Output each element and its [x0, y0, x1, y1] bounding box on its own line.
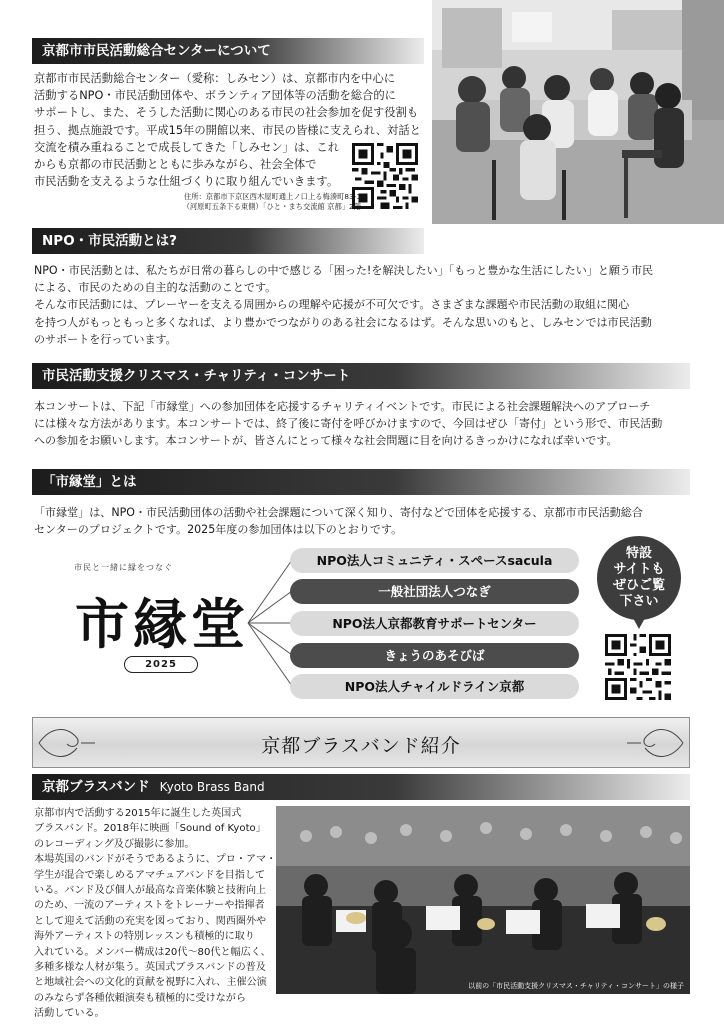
- brass-body-line: 多種多様な人材が集う。英国式ブラスバンドの普及: [34, 962, 266, 974]
- brass-body-line: 入れている。メンバー構成は20代〜80代と幅広く、: [34, 946, 271, 958]
- brass-body-line: 学生が混合で楽しめるアマチュアバンドを目指して: [34, 869, 266, 881]
- npo-body-line: による、市民のための自主的な活動のことです。: [34, 281, 277, 295]
- brass-body-line: のレコーディング及び撮影に参加。: [34, 838, 195, 850]
- org-item: NPO法人チャイルドライン京都: [290, 674, 579, 699]
- center-body-line: からも京都の市民活動とともに歩みながら、社会全体で: [34, 158, 317, 172]
- concert-body-line: への参加をお願いします。本コンサートが、皆さんにとって様々な社会問題に目を向けるきっかけになれば幸いです。: [34, 434, 618, 448]
- brass-body-line: 海外アーティストの特別レッスンも積極的に取り: [34, 931, 255, 943]
- center-heading: 京都市市民活動総合センターについて: [32, 38, 424, 64]
- ichiendo-logo: [58, 560, 266, 680]
- brass-body: [34, 806, 280, 1022]
- center-body-line: 活動するNPO・市民活動団体や、ボランティア団体等の活動を総合的に: [34, 89, 396, 103]
- brass-body-line: いる。バンド及び個人が最高な音楽体験と技術向上: [34, 885, 267, 897]
- ichiendo-qr-code[interactable]: [605, 634, 671, 700]
- center-body-line: 市民活動を支えるような仕組づくりに取り組んでいきます。: [34, 175, 339, 189]
- center-body-line: 交流を積み重ねることで成長してきた「しみセン」は、これ: [34, 140, 340, 154]
- center-body-line: サポートし、また、そうした活動に関心のある市民の社会参加を促す役割も: [34, 106, 419, 120]
- brass-photo-caption: 以前の「市民活動支援クリスマス・チャリティ・コンサート」の様子: [468, 982, 684, 990]
- badge-line: 下さい: [619, 594, 659, 609]
- ichiendo-body-line: センターのプロジェクトです。2025年度の参加団体は以下のとおりです。: [34, 523, 403, 537]
- brass-heading-en: Kyoto Brass Band: [159, 780, 265, 794]
- center-photo: [432, 0, 724, 224]
- npo-body-line: NPO・市民活動とは、私たちが日常の暮らしの中で感じる「困った!を解決したい」「もっと豊かな生活にしたい」と願う市民: [34, 264, 654, 277]
- concert-body-line: 本コンサートは、下記「市縁堂」への参加団体を応援するチャリティイベントです。市民による社会課題解決へのアプローチ: [34, 400, 651, 413]
- center-address-line: 住所：京都市下京区西木屋町通上ノ口上る梅湊町83-1: [183, 192, 361, 201]
- npo-body-line: を持つ人がもっともっと多くなれば、より豊かでつながりのある社会になるはず。そんな思いのもと、しみセンでは市民活動: [34, 315, 652, 329]
- badge-line: ぜひご覧: [612, 578, 665, 593]
- brass-body-line: のみならず各種依頼演奏も積極的に受けながら: [34, 992, 246, 1004]
- concert-heading: 市民活動支援クリスマス・チャリティ・コンサート: [32, 363, 690, 389]
- center-address-line: （河原町五条下る東側）「ひと・まち交流館 京都」2階: [182, 202, 361, 211]
- org-item: きょうのあそびば: [290, 643, 579, 668]
- badge-line: サイトも: [613, 562, 665, 577]
- org-item: NPO法人京都教育サポートセンター: [290, 611, 579, 636]
- logo-year: 2025: [124, 656, 198, 673]
- npo-body-line: のサポートを行っています。: [34, 332, 177, 346]
- logo-wordmark: 市縁堂: [75, 592, 249, 656]
- concert-body-line: には様々な方法があります。本コンサートでは、終了後に寄付を呼びかけますので、今回はぜひ「寄付」という形で、市民活動: [34, 417, 663, 431]
- org-item: NPO法人コミュニティ・スペースsacula: [290, 548, 579, 573]
- brass-body-line: として迎えて活動の充実を図っており、関西圏外や: [34, 915, 267, 927]
- brass-heading: [32, 774, 690, 800]
- brass-banner-title: 京都ブラスバンド紹介: [261, 735, 461, 757]
- brass-body-line: ブラスバンド。2018年に映画「Sound of Kyoto」: [34, 823, 266, 835]
- brass-body-line: 京都市内で活動する2015年に誕生した英国式: [34, 808, 242, 819]
- brass-body-line: 本場英国のバンドがそうであるように、プロ・アマ・: [34, 854, 277, 866]
- center-address: [121, 192, 361, 212]
- ichiendo-body-line: 「市縁堂」は、NPO・市民活動団体の活動や社会課題について深く知り、寄付などで団体を応援する、京都市市民活動総合: [34, 506, 643, 519]
- ichiendo-body: [34, 504, 694, 538]
- brass-band-photo: [276, 806, 690, 994]
- special-site-badge: [597, 536, 681, 620]
- brass-body-line: と地域社会への文化的貢献を視野に入れ、主催公演: [34, 977, 267, 989]
- brass-heading-jp: 京都ブラスバンド: [42, 779, 150, 795]
- center-qr-code[interactable]: [352, 143, 418, 209]
- npo-heading: NPO・市民活動とは?: [32, 228, 424, 254]
- concert-body: [34, 398, 694, 450]
- brass-body-line: 活動している。: [34, 1008, 105, 1020]
- badge-line: 特設: [625, 546, 652, 561]
- npo-body-line: そんな市民活動には、プレーヤーを支える周囲からの理解や応援が不可欠です。さまざまな課題や市民活動の取組に関心: [34, 298, 630, 312]
- ichiendo-heading: 「市縁堂」とは: [32, 469, 690, 495]
- npo-body: [34, 262, 694, 348]
- brass-banner: [32, 717, 690, 768]
- logo-tagline: 市民と一緒に縁をつなぐ: [74, 563, 173, 572]
- center-body-line: 担う、拠点施設です。平成15年の開館以来、市民の皆様に支えられ、対話と: [34, 123, 421, 137]
- center-body-line: 京都市市民活動総合センター（愛称：しみセン）は、京都市内を中心に: [34, 72, 396, 85]
- org-item: 一般社団法人つなぎ: [290, 579, 579, 604]
- brass-body-line: のため、一流のアーティストをトレーナーや指揮者: [34, 900, 265, 912]
